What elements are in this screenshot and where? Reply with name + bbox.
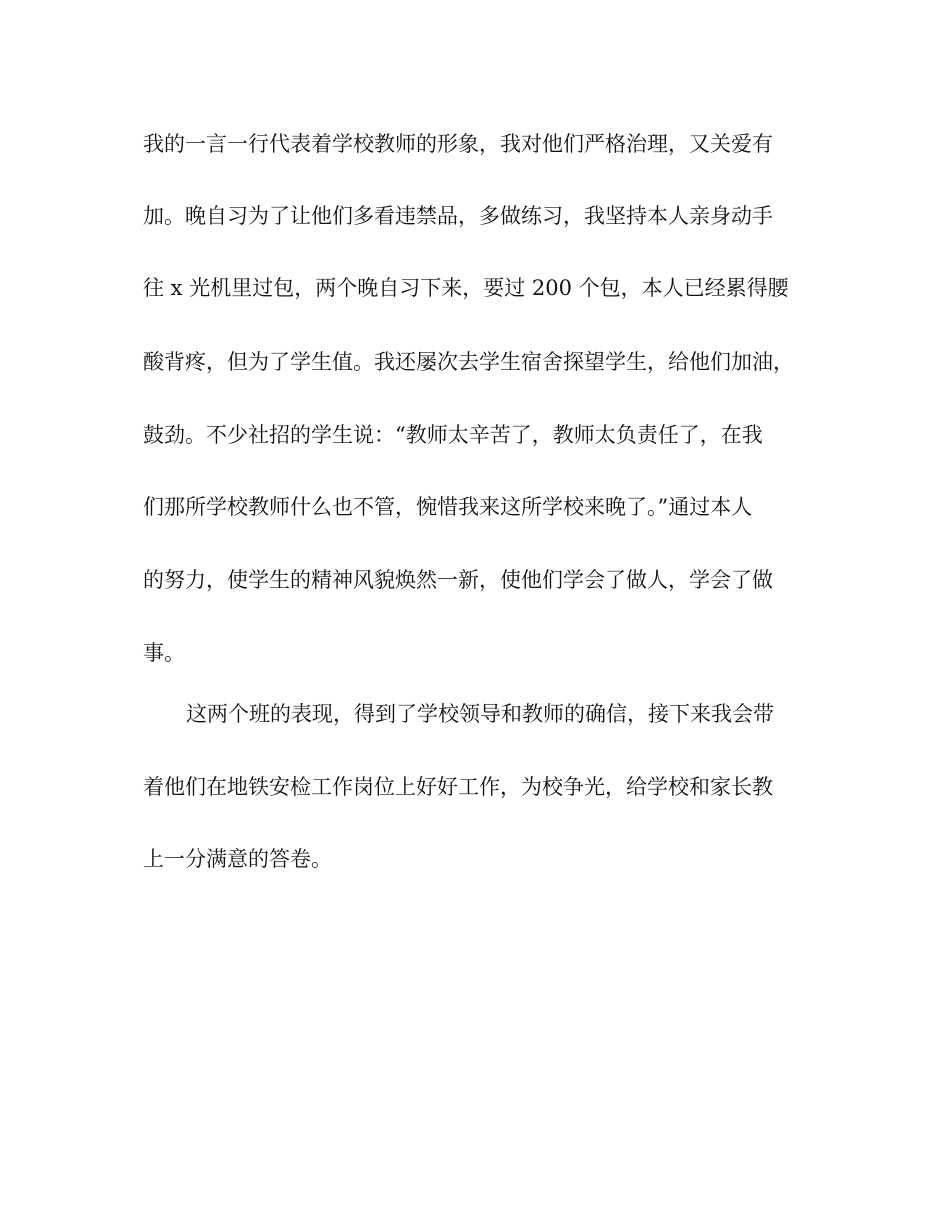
text-line: 这两个班的表现，得到了学校领导和教师的确信，接下来我会带 — [186, 702, 774, 726]
text-line: 着他们在地铁安检工作岗位上好好工作，为校争光，给学校和家长教 — [143, 775, 773, 799]
text-line: 事。 — [143, 641, 185, 665]
text-line: 酸背疼，但为了学生值。我还屡次去学生宿舍探望学生，给他们加油， — [143, 350, 794, 374]
text-line: 往 x 光机里过包，两个晚自习下来，要过 200 个包，本人已经累得腰 — [143, 276, 789, 300]
text-line: 加。晚自习为了让他们多看违禁品，多做练习，我坚持本人亲身动手 — [143, 204, 773, 228]
text-line: 鼓劲。不少社招的学生说：“教师太辛苦了，教师太负责任了，在我 — [143, 423, 763, 447]
text-line: 上一分满意的答卷。 — [143, 847, 332, 871]
text-line: 的努力，使学生的精神风貌焕然一新，使他们学会了做人，学会了做 — [143, 568, 773, 592]
text-line: 我的一言一行代表着学校教师的形象，我对他们严格治理，又关爱有 — [143, 132, 773, 156]
text-line: 们那所学校教师什么也不管，惋惜我来这所学校来晚了。”通过本人 — [143, 495, 753, 519]
